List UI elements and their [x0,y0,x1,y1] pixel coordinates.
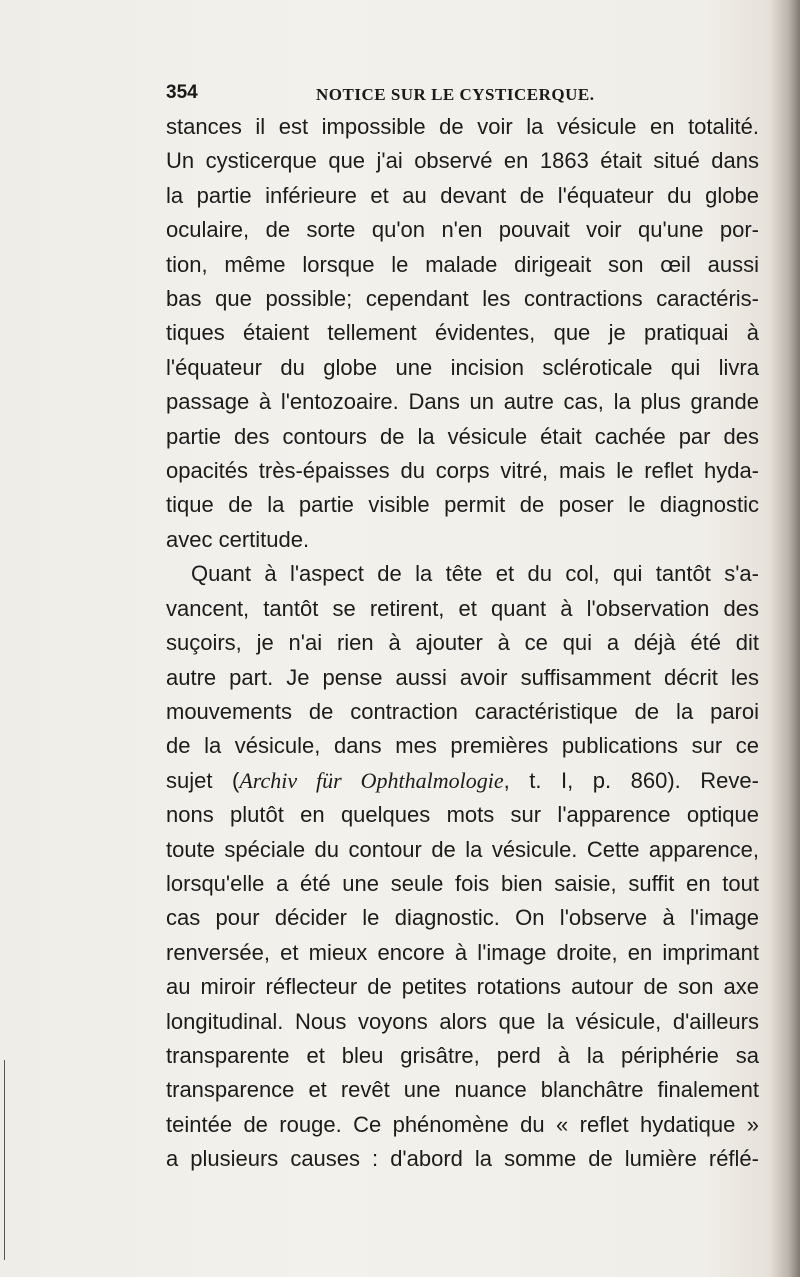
text-line: cas pour décider le diagnostic. On l'observe à l'image [166,905,759,931]
text-line: suçoirs, je n'ai rien à ajouter à ce qui a déjà été dit [166,630,759,656]
text-line: autre part. Je pense aussi avoir suffisamment décrit les [166,664,759,690]
text-line: lorsqu'elle a été une seule fois bien saisie, suffit en tout [166,870,759,896]
text-line: stances il est impossible de voir la vésicule en totalité. [166,114,759,139]
text-line: transparente et bleu grisâtre, perd à la périphérie sa [166,1042,759,1068]
paragraph-2 [166,557,759,1176]
page-number: 354 [166,82,198,103]
text-line: renversée, et mieux encore à l'image droite, en imprimant [166,939,759,965]
page-edge-shadow [770,0,800,1277]
text-line: l'équateur du globe une incision scléroticale qui livra [166,354,759,380]
text-line: au miroir réflecteur de petites rotations autour de son axe [166,974,759,1000]
text-line: tion, même lorsque le malade dirigeait son œil aussi [166,251,759,277]
text-line: Un cysticerque que j'ai observé en 1863 était situé dans [166,148,759,174]
text-line: tique de la partie visible permit de poser le diagnostic [166,492,759,518]
body-text [166,110,759,1177]
text-line: de la vésicule, dans mes premières publications sur ce [166,733,759,759]
text-line: toute spéciale du contour de la vésicule. Cette apparence, [166,836,759,862]
text-line: bas que possible; cependant les contractions caractéris- [166,286,759,312]
text-line: Quant à l'aspect de la tête et du col, qui tantôt s'a- [191,561,759,587]
citation-after: , t. I, p. 860). Reve- [503,767,759,793]
page-header [166,82,766,112]
citation-line [166,764,759,798]
text-line: opacités très-épaisses du corps vitré, mais le reflet hyda- [166,458,759,484]
citation-before: sujet ( [166,767,240,793]
margin-rule [4,1060,5,1260]
text-line: tiques étaient tellement évidentes, que je pratiquai à [166,320,759,346]
text-line: la partie inférieure et au devant de l'équateur du globe [166,182,759,208]
text-line: longitudinal. Nous voyons alors que la vésicule, d'ailleurs [166,1008,759,1034]
text-line: nons plutôt en quelques mots sur l'apparence optique [166,802,759,828]
text-line: passage à l'entozoaire. Dans un autre cas, la plus grande [166,389,759,415]
paragraph-1 [166,110,759,557]
text-line: partie des contours de la vésicule était cachée par des [166,423,759,449]
journal-title: Archiv für Ophthalmologie [239,767,504,793]
text-line: oculaire, de sorte qu'on n'en pouvait voir qu'une por- [166,217,759,243]
running-head: NOTICE SUR LE CYSTICERQUE. [316,85,595,104]
text-line: a plusieurs causes : d'abord la somme de lumière réflé- [166,1146,759,1172]
text-line: vancent, tantôt se retirent, et quant à l'observation des [166,595,759,621]
text-line: mouvements de contraction caractéristique de la paroi [166,698,759,724]
text-line: transparence et revêt une nuance blanchâtre finalement [166,1077,759,1103]
text-line: teintée de rouge. Ce phénomène du « reflet hydatique » [166,1111,759,1137]
text-line: avec certitude. [166,526,310,552]
